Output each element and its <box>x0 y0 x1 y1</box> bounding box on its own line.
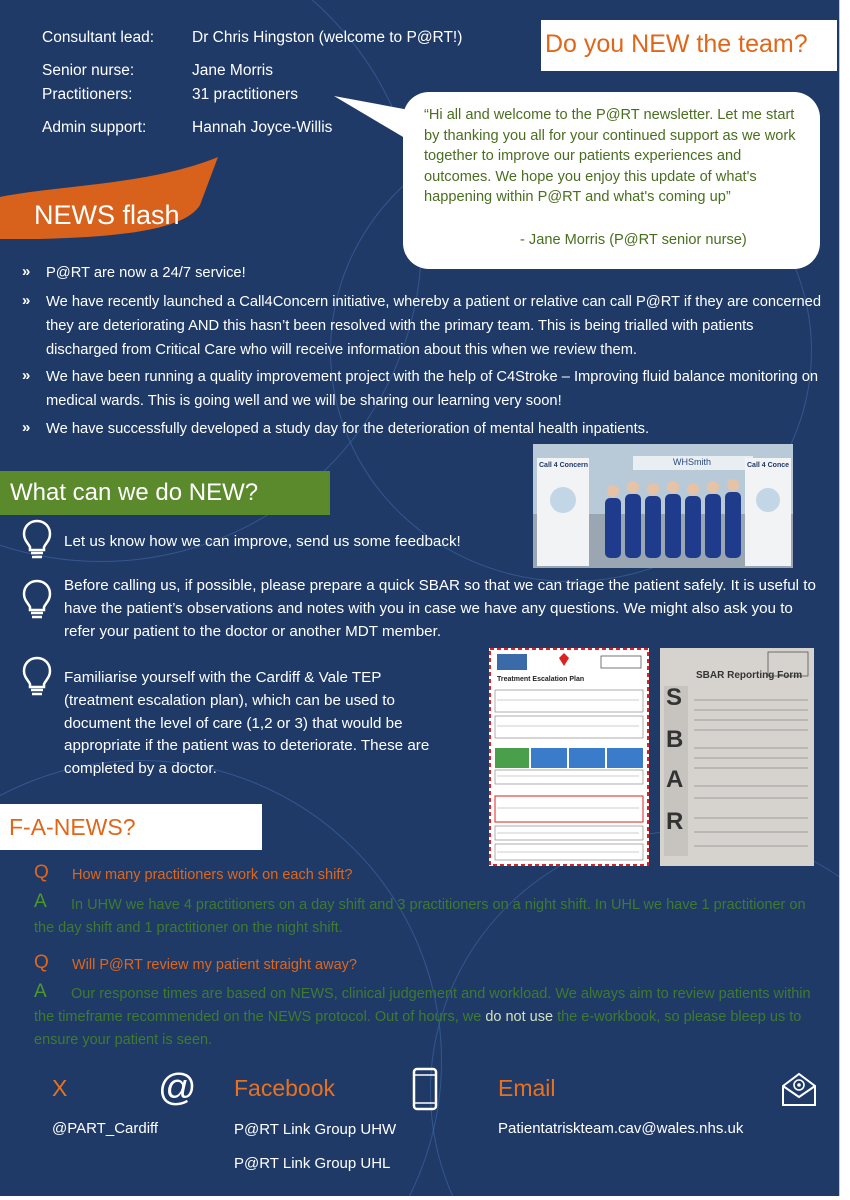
whatnew-item: Before calling us, if possible, please prepare a quick SBAR so that we can triage the patient safely. It is useful to have the patient’s observations and notes with you in case we have any questions. We might also ask you to refer your patient to the doctor or another MDT member. <box>64 577 816 640</box>
sbar-form-image <box>660 648 814 866</box>
team-label: Consultant lead: <box>42 29 155 46</box>
faq-question: How many practitioners work on each shift? <box>72 867 353 883</box>
team-heading: Do you NEW the team? <box>545 30 808 58</box>
facebook-group[interactable]: P@RT Link Group UHL <box>234 1155 391 1172</box>
faq-answer-part: the e-workbook, so please bleep us to ensure your patient is seen. <box>34 1009 802 1048</box>
photo-banner-left: Call 4 Concern <box>539 462 589 469</box>
whatnew-heading: What can we do NEW? <box>10 479 259 506</box>
team-label: Practitioners: <box>42 86 133 103</box>
x-handle[interactable]: @PART_Cardiff <box>52 1120 159 1137</box>
facebook-label: Facebook <box>234 1075 336 1101</box>
phone-icon <box>412 1067 438 1111</box>
news-item: We have been running a quality improvement project with the help of C4Stroke – Improving fluid balance monitoring on medical wards. This is going well and we will be sharing our learning very soon! <box>46 369 819 409</box>
sbar-letter: A <box>666 766 684 793</box>
quote-signature: - Jane Morris (P@RT senior nurse) <box>520 232 747 248</box>
photo-banner-right: Call 4 Conce <box>747 462 790 469</box>
team-photo <box>533 444 793 568</box>
team-heading-box <box>541 20 837 71</box>
bullet-icon: » <box>22 367 31 384</box>
faq-answer-part: Our response times are based on NEWS, clinical judgement and workload. We always aim to review patients within the timeframe recommended on the NEWS protocol. Out of hours, we <box>34 986 811 1025</box>
bullet-icon: » <box>22 419 31 436</box>
team-value: Hannah Joyce-Willis <box>192 119 333 136</box>
team-label: Admin support: <box>42 119 147 136</box>
team-value: 31 practitioners <box>192 86 298 103</box>
sbar-letter: B <box>666 726 684 753</box>
facebook-group[interactable]: P@RT Link Group UHW <box>234 1121 397 1138</box>
bullet-icon: » <box>22 292 31 309</box>
photo-shop-sign: WHSmith <box>673 457 711 467</box>
faq-heading: F-A-NEWS? <box>9 814 136 840</box>
news-item: P@RT are now a 24/7 service! <box>46 265 246 281</box>
news-item: We have successfully developed a study day for the deterioration of mental health inpatients. <box>46 421 650 437</box>
bullet-icon: » <box>22 263 31 280</box>
team-label: Senior nurse: <box>42 62 135 79</box>
tep-title: Treatment Escalation Plan <box>497 676 585 683</box>
answer-marker: A <box>34 981 47 1002</box>
tep-form-image <box>489 648 649 866</box>
email-label: Email <box>498 1075 556 1101</box>
lightbulb-icon <box>20 578 54 622</box>
at-icon: @ <box>158 1067 197 1109</box>
email-icon <box>780 1070 818 1108</box>
faq-answer <box>34 983 814 1052</box>
lightbulb-icon <box>20 518 54 562</box>
question-marker: Q <box>34 862 49 883</box>
faq-answer: In UHW we have 4 practitioners on a day shift and 3 practitioners on a night shift. In UHL we have 1 practitioner on the day shift and 1 practitioner on the night shift. <box>34 897 806 936</box>
whatnew-item: Let us know how we can improve, send us some feedback! <box>64 533 461 550</box>
sbar-letter: S <box>666 684 683 711</box>
faq-question: Will P@RT review my patient straight away? <box>72 957 357 973</box>
whatnew-heading-box <box>0 471 330 515</box>
faq-answer-emphasis: do not use <box>485 1009 554 1025</box>
news-item: We have recently launched a Call4Concern initiative, whereby a patient or relative can call P@RT if they are concerned they are deteriorating AND this hasn’t been resolved with the primary team. This is being trialled with patients discharged from Critical Care who will receive information about this when we review them. <box>46 294 821 358</box>
news-flash-heading: NEWS flash <box>34 200 180 230</box>
x-label: X <box>52 1075 68 1101</box>
sbar-title: SBAR Reporting Form <box>696 670 803 681</box>
email-address[interactable]: Patientatriskteam.cav@wales.nhs.uk <box>498 1120 744 1137</box>
sbar-letter: R <box>666 808 684 835</box>
quote-text: “Hi all and welcome to the P@RT newsletter. Let me start by thanking you all for your continued support as we work together to improve our patients experiences and outcomes. We hope you enjoy this update of what's happening within P@RT and what's coming up” <box>424 107 796 206</box>
faq-heading-box <box>0 804 262 850</box>
question-marker: Q <box>34 952 49 973</box>
team-value: Jane Morris <box>192 62 273 79</box>
lightbulb-icon <box>20 655 54 699</box>
whatnew-item: Familiarise yourself with the Cardiff & Vale TEP (treatment escalation plan), which can be used to document the level of care (1,2 or 3) that would be appropriate if the patient was to deteriorate. These are completed by a doctor. <box>64 669 430 778</box>
answer-marker: A <box>34 891 47 912</box>
team-value: Dr Chris Hingston (welcome to P@RT!) <box>192 29 463 46</box>
